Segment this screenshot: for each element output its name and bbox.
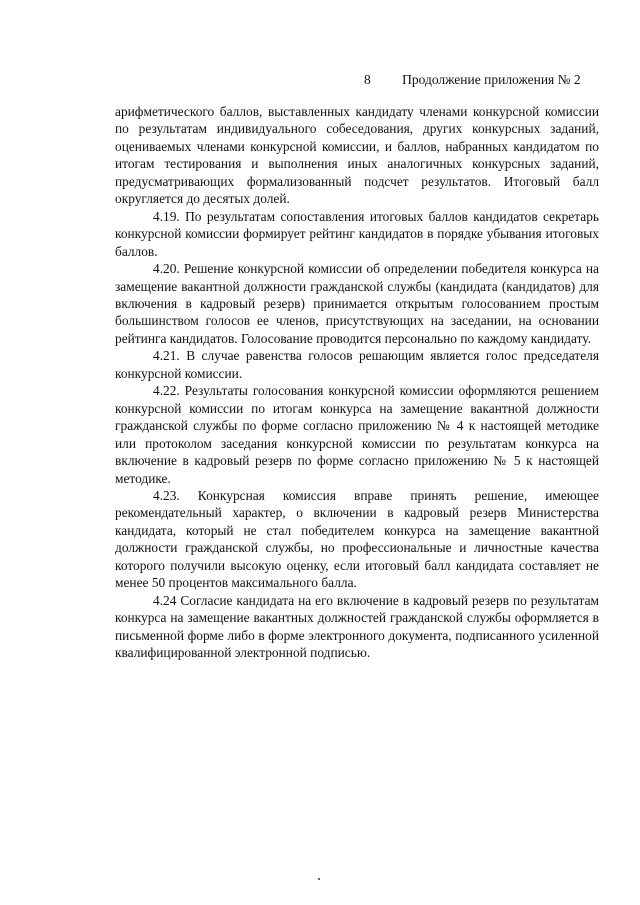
header-title: Продолжение приложения № 2 [402, 72, 581, 87]
document-body [115, 103, 599, 662]
page-header [364, 72, 581, 88]
paragraph-4-22: 4.22. Результаты голосования конкурсной комиссии оформляются решением конкурсной комиссии по итогам конкурса на замещение вакантной должности гражданской службы по форме согласно приложению № 4 к настоящей методике или протоколом заседания конкурсной комиссии по результатам конкурса на включение в кадровый резерв по форме согласно приложению № 5 к настоящей методике. [115, 383, 599, 486]
paragraph-continuation: арифметического баллов, выставленных кандидату членами конкурсной комиссии по результатам индивидуального собеседования, других конкурсных заданий, оцениваемых членами конкурсной комиссии, и баллов, набранных кандидатом по итогам тестирования и выполнения иных аналогичных конкурсных заданий, предусматривающих формализованный подсчет результатов. Итоговый балл округляется до десятых долей. [115, 104, 599, 207]
paragraph-4-24: 4.24 Согласие кандидата на его включение в кадровый резерв по результатам конкурса на замещение вакантных должностей гражданской службы оформляется в письменной форме либо в форме электронного документа, подписанного усиленной квалифицированной электронной подписью. [115, 592, 599, 661]
paragraph-4-21: 4.21. В случае равенства голосов решающим является голос председателя конкурсной комиссии. [115, 348, 599, 381]
page-number: 8 [364, 72, 371, 87]
paragraph-4-20: 4.20. Решение конкурсной комиссии об определении победителя конкурса на замещение вакантной должности гражданской службы (кандидата (кандидатов) для включения в кадровый резерв) принимается открытым голосованием простым большинством голосов ее членов, присутствующих на заседании, на основании рейтинга кандидатов. Голосование проводится персонально по каждому кандидату. [115, 261, 599, 346]
paragraph-4-19: 4.19. По результатам сопоставления итоговых баллов кандидатов секретарь конкурсной комиссии формирует рейтинг кандидатов в порядке убывания итоговых баллов. [115, 208, 599, 259]
paragraph-4-23: 4.23. Конкурсная комиссия вправе принять решение, имеющее рекомендательный характер, о включении в кадровый резерв Министерства кандидата, который не стал победителем конкурса на замещение вакантной должности гражданской службы, но профессиональные и личностные качества которого получили высокую оценку, если итоговый балл кандидата составляет не менее 50 процентов максимального балла. [115, 487, 599, 591]
scan-dot [318, 878, 320, 880]
